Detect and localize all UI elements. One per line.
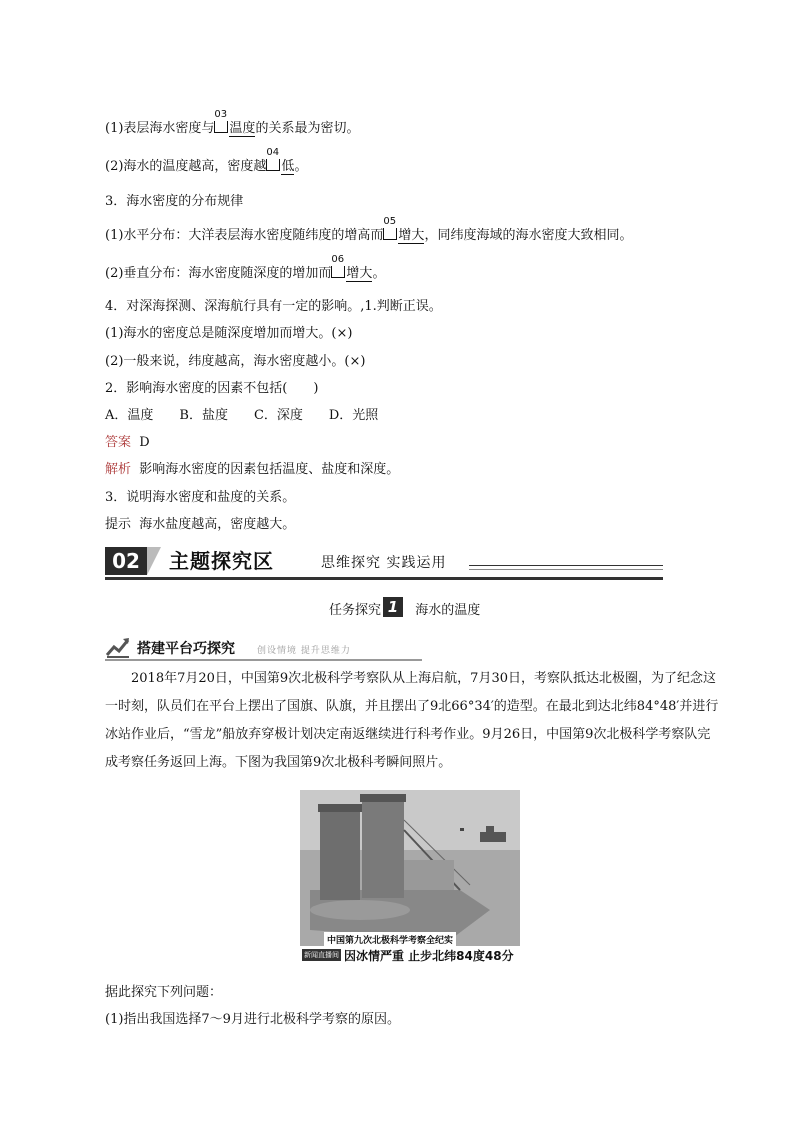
- answer-text: 温度: [229, 121, 256, 136]
- badge-slant-decoration: [147, 547, 161, 575]
- answer-text: 增大: [398, 228, 425, 243]
- explanation-line: 解析 影响海水密度的因素包括温度、盐度和深度。: [105, 462, 400, 477]
- text-line: (1)水平分布：大洋表层海水密度随纬度的增高而 05 增大，同纬度海域的海水密度大致相同。: [105, 216, 633, 243]
- blank-number: 05: [383, 216, 397, 227]
- answer-text: 增大: [346, 266, 373, 281]
- question-text: 3．说明海水密度和盐度的关系。: [105, 490, 296, 505]
- task-topic: 海水的温度: [415, 603, 481, 618]
- text-line: 4．对深海探测、深海航行具有一定的影响。,1.判断正误。: [105, 299, 442, 314]
- section-title: 主题探究区: [169, 549, 274, 573]
- task-number-badge: 1: [383, 597, 403, 617]
- text-line: 据此探究下列问题：: [105, 985, 223, 1000]
- section-number-badge: 02: [105, 547, 147, 575]
- blank-number: 04: [266, 147, 280, 158]
- section-banner: [105, 543, 663, 579]
- news-tag: 新闻直播间: [304, 951, 339, 959]
- text-line: (2)垂直分布：海水密度随深度的增加而 06 增大。: [105, 254, 386, 281]
- divider: [105, 577, 663, 580]
- photo-caption-title: 中国第九次北极科学考察全纪实: [324, 932, 456, 947]
- answer-blank: [383, 228, 397, 240]
- question-text: 2．影响海水密度的因素不包括( ): [105, 381, 319, 396]
- text-line: 3．海水密度的分布规律: [105, 194, 244, 209]
- text-line: (1)表层海水密度与 03 温度的关系最为密切。: [105, 109, 360, 136]
- section-subtitle: 思维探究 实践运用: [321, 555, 447, 571]
- text-line: (2)一般来说，纬度越高，海水密度越小。(×): [105, 354, 366, 369]
- explanation-tag: 解析: [105, 462, 132, 477]
- photo-caption-headline: 因冰情严重 止步北纬84度48分: [344, 949, 514, 963]
- answer-blank: [214, 121, 228, 133]
- task-label: 任务探究: [329, 603, 382, 618]
- divider: [469, 569, 663, 570]
- text-line: (2)海水的温度越高，密度越 04 低。: [105, 147, 308, 174]
- sub-section-subtitle: 创设情境 提升思维力: [257, 646, 351, 656]
- answer-blank: [266, 159, 280, 171]
- answer-blank: [331, 266, 345, 278]
- task-header: [329, 597, 480, 618]
- answer-tag: 答案: [105, 435, 132, 450]
- divider: [469, 565, 663, 566]
- question-text: (1)指出我国选择7～9月进行北极科学考察的原因。: [105, 1012, 400, 1027]
- text-line: (1)海水的密度总是随深度增加而增大。(×): [105, 326, 353, 341]
- answer-options: A．温度 B．盐度 C．深度 D．光照: [105, 408, 379, 423]
- blank-number: 06: [331, 254, 345, 265]
- sub-section-banner: [105, 635, 422, 661]
- answer-line: 答案 D: [105, 435, 150, 450]
- context-paragraph: 2018年7月20日，中国第9次北极科学考察队从上海启航，7月30日，考察队抵达北极圈，为了纪念这一时刻，队员们在平台上摆出了国旗、队旗，并且摆出了9北66°34′的造型。在最北到达北纬84°48′并进行冰站作业后，“雪龙”船放弃穿极计划决定南返继续进行科考作业。9月26日，中国第9次北极科学考察队完成考察任务返回上海。下图为我国第9次北极科考瞬间照片。: [105, 671, 719, 770]
- sub-section-title: 搭建平台巧探究: [137, 641, 235, 657]
- hint-tag: 提示: [105, 517, 132, 532]
- answer-text: 低: [281, 159, 295, 174]
- divider: [105, 659, 422, 661]
- blank-number: 03: [214, 109, 228, 120]
- photo-caption-bar: [300, 946, 520, 965]
- trend-chart-icon: [105, 635, 131, 659]
- expedition-photo: [300, 790, 520, 965]
- hint-line: 提示 海水盐度越高，密度越大。: [105, 517, 296, 532]
